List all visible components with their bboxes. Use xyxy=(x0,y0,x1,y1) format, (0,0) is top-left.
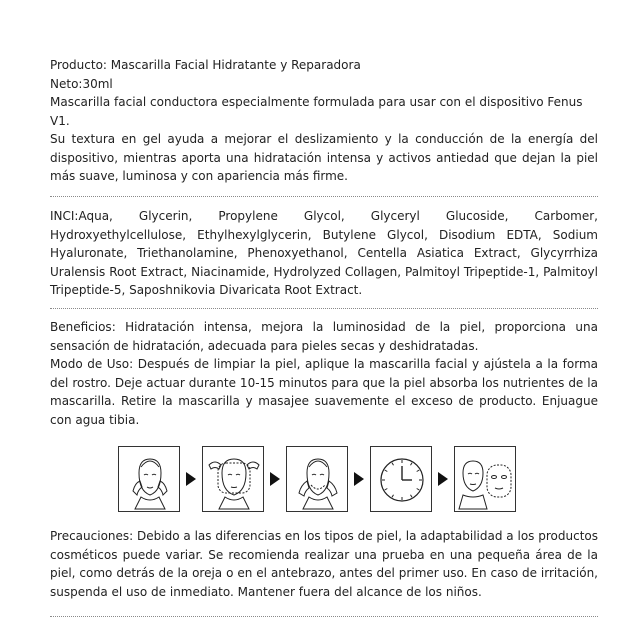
usage-steps-illustration xyxy=(118,446,538,514)
divider xyxy=(50,308,598,309)
product-description: Mascarilla facial conductora especialmente formulada para usar con el dispositivo Fenus V1. xyxy=(50,95,583,128)
clock-icon xyxy=(371,447,433,513)
step-apply-mask xyxy=(202,446,264,512)
net-content: Neto:30ml xyxy=(50,76,113,91)
step-fit-mask xyxy=(286,446,348,512)
intro-section xyxy=(50,56,598,186)
step-cleanse xyxy=(118,446,180,512)
benefits-text: Beneficios: Hidratación intensa, mejora la luminosidad de la piel, proporciona una sensación de hidratación, adecuada para pieles secas y deshidratadas. xyxy=(50,320,598,353)
apply-mask-icon xyxy=(203,447,265,513)
arrow-icon xyxy=(186,472,196,486)
arrow-icon xyxy=(438,472,448,486)
precautions-section xyxy=(50,527,598,601)
remove-mask-icon xyxy=(455,447,517,513)
divider xyxy=(50,616,598,617)
fit-mask-icon xyxy=(287,447,349,513)
divider xyxy=(50,196,598,197)
face-cleansing-icon xyxy=(119,447,181,513)
arrow-icon xyxy=(270,472,280,486)
arrow-icon xyxy=(354,472,364,486)
step-wait xyxy=(370,446,432,512)
texture-description: Su textura en gel ayuda a mejorar el deslizamiento y la conducción de la energía del dispositivo, mientras aporta una hidratación intensa y activos antiedad que dejan la piel más suave, luminosa y con apariencia más firme. xyxy=(50,132,598,183)
product-name: Producto: Mascarilla Facial Hidratante y Reparadora xyxy=(50,58,361,72)
usage-section xyxy=(50,318,598,429)
ingredients-section xyxy=(50,207,598,300)
ingredients-list: INCI:Aqua, Glycerin, Propylene Glycol, Glyceryl Glucoside, Carbomer, Hydroxyethylcellulose, Ethylhexylglycerin, Butylene Glycol, Disodium EDTA, Sodium Hyaluronate, Triethanolamine, Phenoxyethanol, Centella Asiatica Extract, Glycyrrhiza Uralensis Root Extract, Niacinamide, Hydrolyzed Collagen, Palmitoyl Tripeptide-1, Palmitoyl Tripeptide-5, Saposhnikovia Divaricata Root Extract. xyxy=(50,209,598,297)
step-remove-mask xyxy=(454,446,516,512)
precautions-text: Precauciones: Debido a las diferencias en los tipos de piel, la adaptabilidad a los productos cosméticos puede variar. Se recomienda realizar una prueba en una pequeña área de la piel, como detrás de la oreja o en el antebrazo, antes del primer uso. En caso de irritación, suspenda el uso de inmediato. Mantener fuera del alcance de los niños. xyxy=(50,529,598,599)
usage-instructions: Modo de Uso: Después de limpiar la piel, aplique la mascarilla facial y ajústela a la forma del rostro. Deje actuar durante 10-15 minutos para que la piel absorba los nutrientes de la mascarilla. Retire la mascarilla y masajee suavemente el exceso de producto. Enjuague con agua tibia. xyxy=(50,357,598,427)
